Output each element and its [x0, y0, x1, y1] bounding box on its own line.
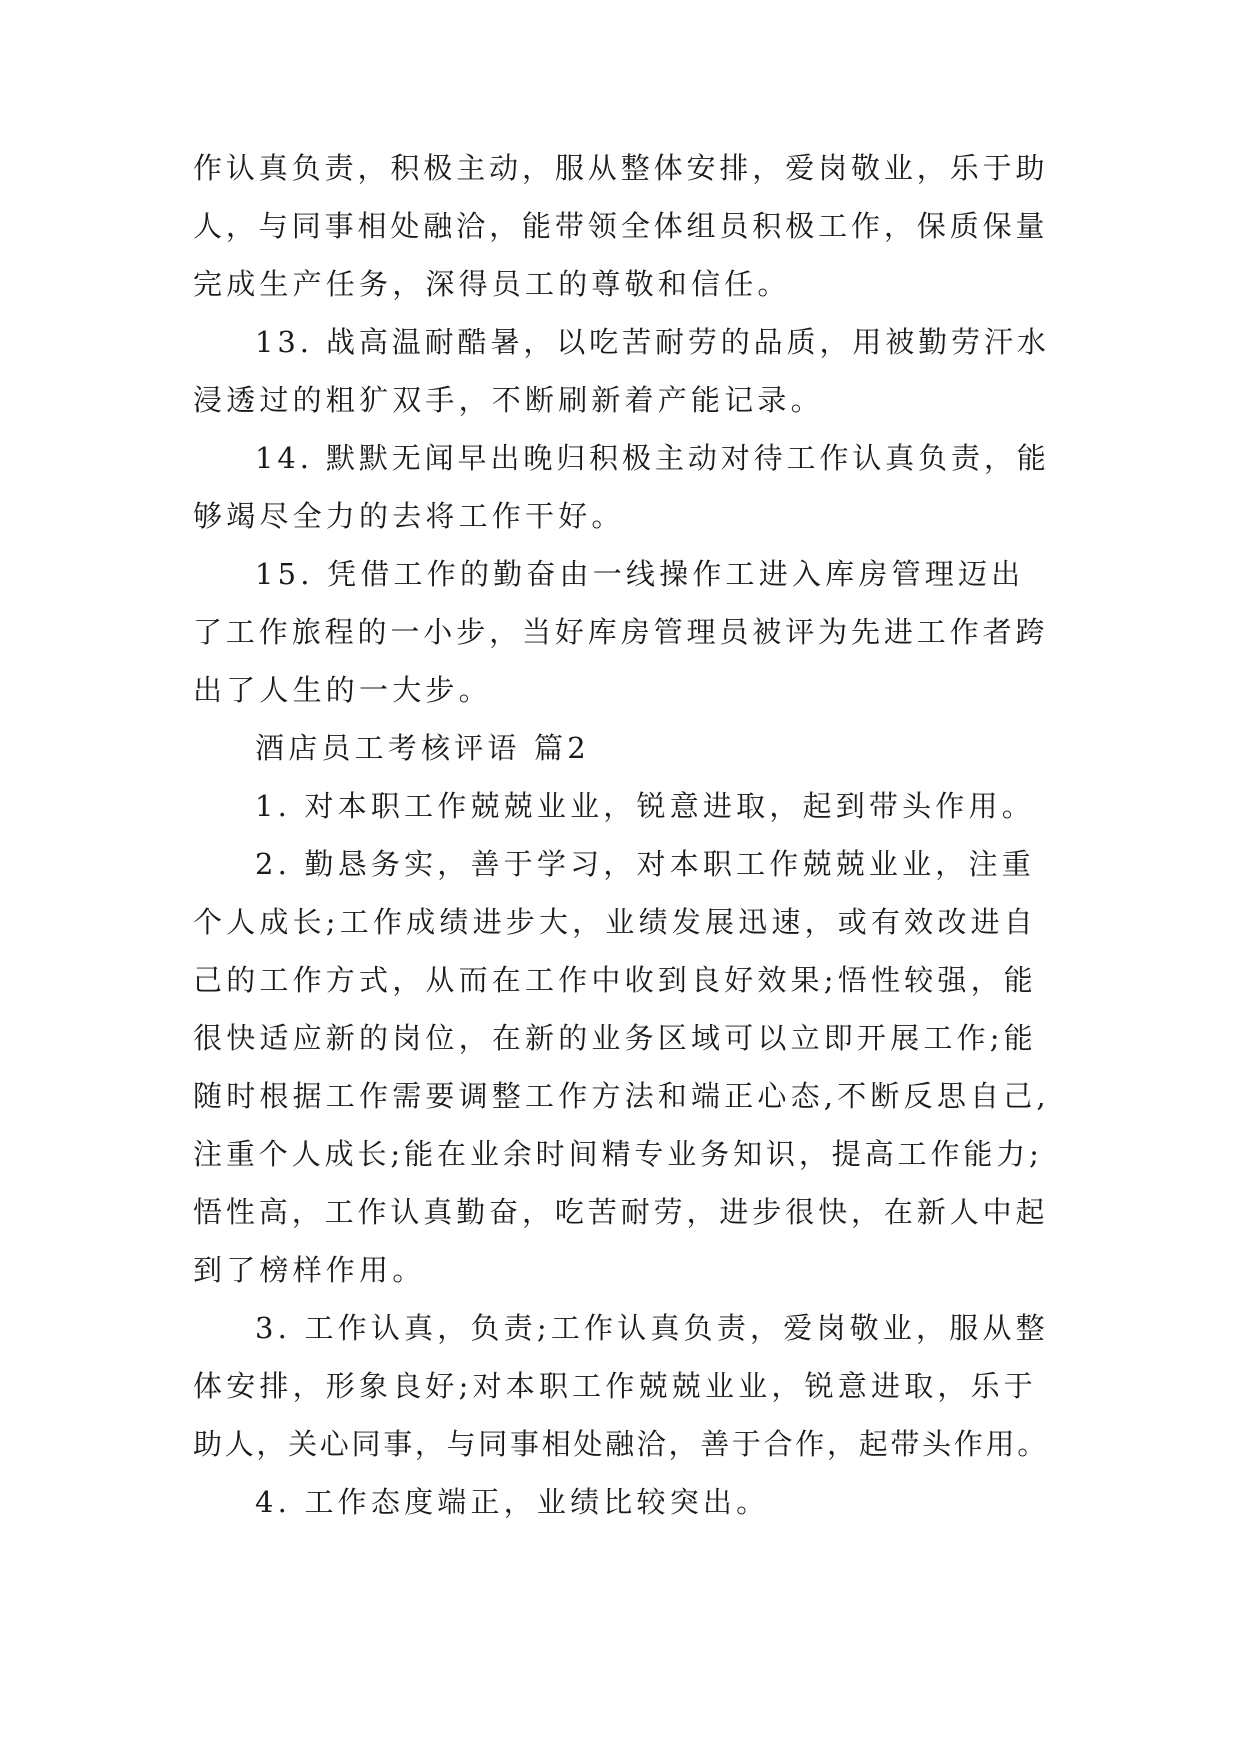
paragraph-line: 够竭尽全力的去将工作干好。	[193, 499, 625, 533]
paragraph-line: 15. 凭借工作的勤奋由一线操作工进入库房管理迈出	[255, 557, 1025, 591]
paragraph-line: 3. 工作认真，负责;工作认真负责，爱岗敬业，服从整	[255, 1311, 1049, 1345]
paragraph-line: 14. 默默无闻早出晚归积极主动对待工作认真负责，能	[255, 441, 1050, 475]
paragraph-line: 1. 对本职工作兢兢业业，锐意进取，起到带头作用。	[255, 789, 1035, 823]
paragraph-line: 体安排，形象良好;对本职工作兢兢业业，锐意进取，乐于	[193, 1369, 1037, 1403]
paragraph-line: 浸透过的粗犷双手，不断刷新着产能记录。	[193, 383, 824, 417]
paragraph-line: 很快适应新的岗位，在新的业务区域可以立即开展工作;能	[193, 1021, 1037, 1055]
paragraph-line: 完成生产任务，深得员工的尊敬和信任。	[193, 267, 791, 301]
paragraph-line: 作认真负责，积极主动，服从整体安排，爱岗敬业，乐于助	[193, 151, 1049, 185]
paragraph-line: 悟性高，工作认真勤奋，吃苦耐劳，进步很快，在新人中起	[193, 1195, 1049, 1229]
paragraph-line: 人，与同事相处融洽，能带领全体组员积极工作，保质保量	[193, 209, 1049, 243]
section-heading: 酒店员工考核评语 篇2	[255, 731, 590, 765]
paragraph-line: 到了榜样作用。	[193, 1253, 426, 1287]
paragraph-line: 了工作旅程的一小步，当好库房管理员被评为先进工作者跨	[193, 615, 1049, 649]
paragraph-line: 注重个人成长;能在业余时间精专业务知识，提高工作能力;	[193, 1137, 1043, 1171]
paragraph-line: 助人，关心同事，与同事相处融洽，善于合作，起带头作用。	[193, 1427, 1049, 1461]
paragraph-line: 出了人生的一大步。	[193, 673, 492, 707]
paragraph-line: 13. 战高温耐酷暑，以吃苦耐劳的品质，用被勤劳汗水	[255, 325, 1050, 359]
paragraph-line: 随时根据工作需要调整工作方法和端正心态,不断反思自己,	[193, 1079, 1050, 1113]
paragraph-line: 2. 勤恳务实，善于学习，对本职工作兢兢业业，注重	[255, 847, 1035, 881]
paragraph-line: 个人成长;工作成绩进步大，业绩发展迅速，或有效改进自	[193, 905, 1037, 939]
paragraph-line: 4. 工作态度端正，业绩比较突出。	[255, 1485, 770, 1519]
paragraph-line: 己的工作方式，从而在工作中收到良好效果;悟性较强，能	[193, 963, 1037, 997]
